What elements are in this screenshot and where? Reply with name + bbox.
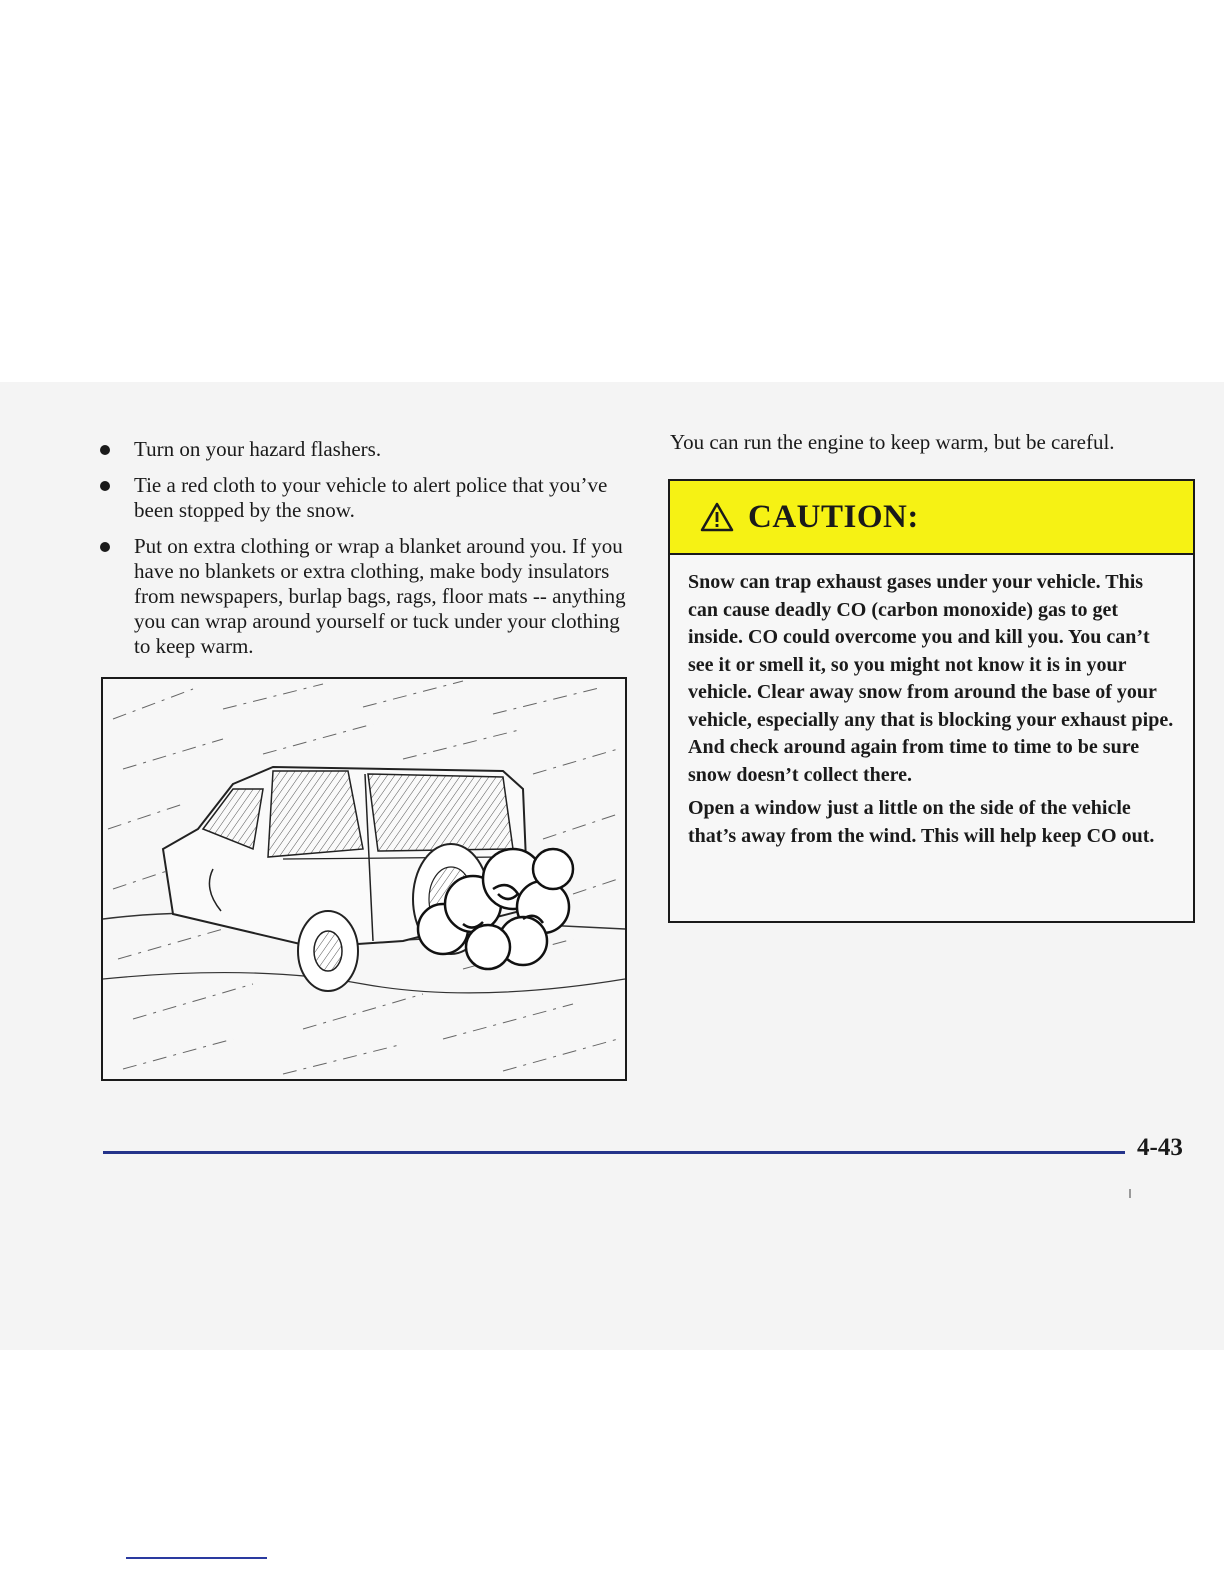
bullet-text: Turn on your hazard flashers. — [134, 437, 382, 461]
page-number: 4-43 — [1137, 1134, 1183, 1161]
caution-header — [670, 481, 1193, 555]
list-item — [100, 473, 640, 523]
caution-title: CAUTION: — [748, 498, 919, 535]
caution-box — [668, 479, 1195, 923]
footer-rule — [103, 1151, 1125, 1154]
bullet-text: Tie a red cloth to your vehicle to alert police that you’ve been stopped by the snow. — [134, 473, 608, 522]
bullet-icon — [100, 481, 110, 491]
list-item — [100, 437, 640, 462]
bullet-icon — [100, 445, 110, 455]
caution-paragraph: Snow can trap exhaust gases under your vehicle. This can cause deadly CO (carbon monoxide) gas to get inside. CO could overcome you and kill you. You can’t see it or smell it, so you might not know it is in your vehicle. Clear away snow from around the base of your vehicle, especially any that is blocking your exhaust pipe. And check around again from time to time to be sure snow doesn’t collect there. — [688, 571, 1174, 786]
bullet-text: Put on extra clothing or wrap a blanket around you. If you have no blankets or extra clothing, make body insulators from newspapers, burlap bags, rags, floor mats -- anything you can wrap around yourself or tuck under your clothing to keep warm. — [134, 534, 626, 658]
illustration-drawing — [103, 679, 625, 1079]
scan-mark — [1129, 1189, 1131, 1198]
vehicle-in-snow-illustration — [101, 677, 627, 1081]
warning-triangle-icon — [700, 501, 734, 533]
intro-text: You can run the engine to keep warm, but be careful. — [670, 430, 1115, 454]
list-item — [100, 534, 640, 659]
bottom-rule — [126, 1557, 267, 1559]
caution-paragraph: Open a window just a little on the side of the vehicle that’s away from the wind. This will help keep CO out. — [688, 797, 1155, 847]
caution-body — [670, 555, 1193, 850]
bullet-list — [100, 437, 640, 670]
bullet-icon — [100, 542, 110, 552]
